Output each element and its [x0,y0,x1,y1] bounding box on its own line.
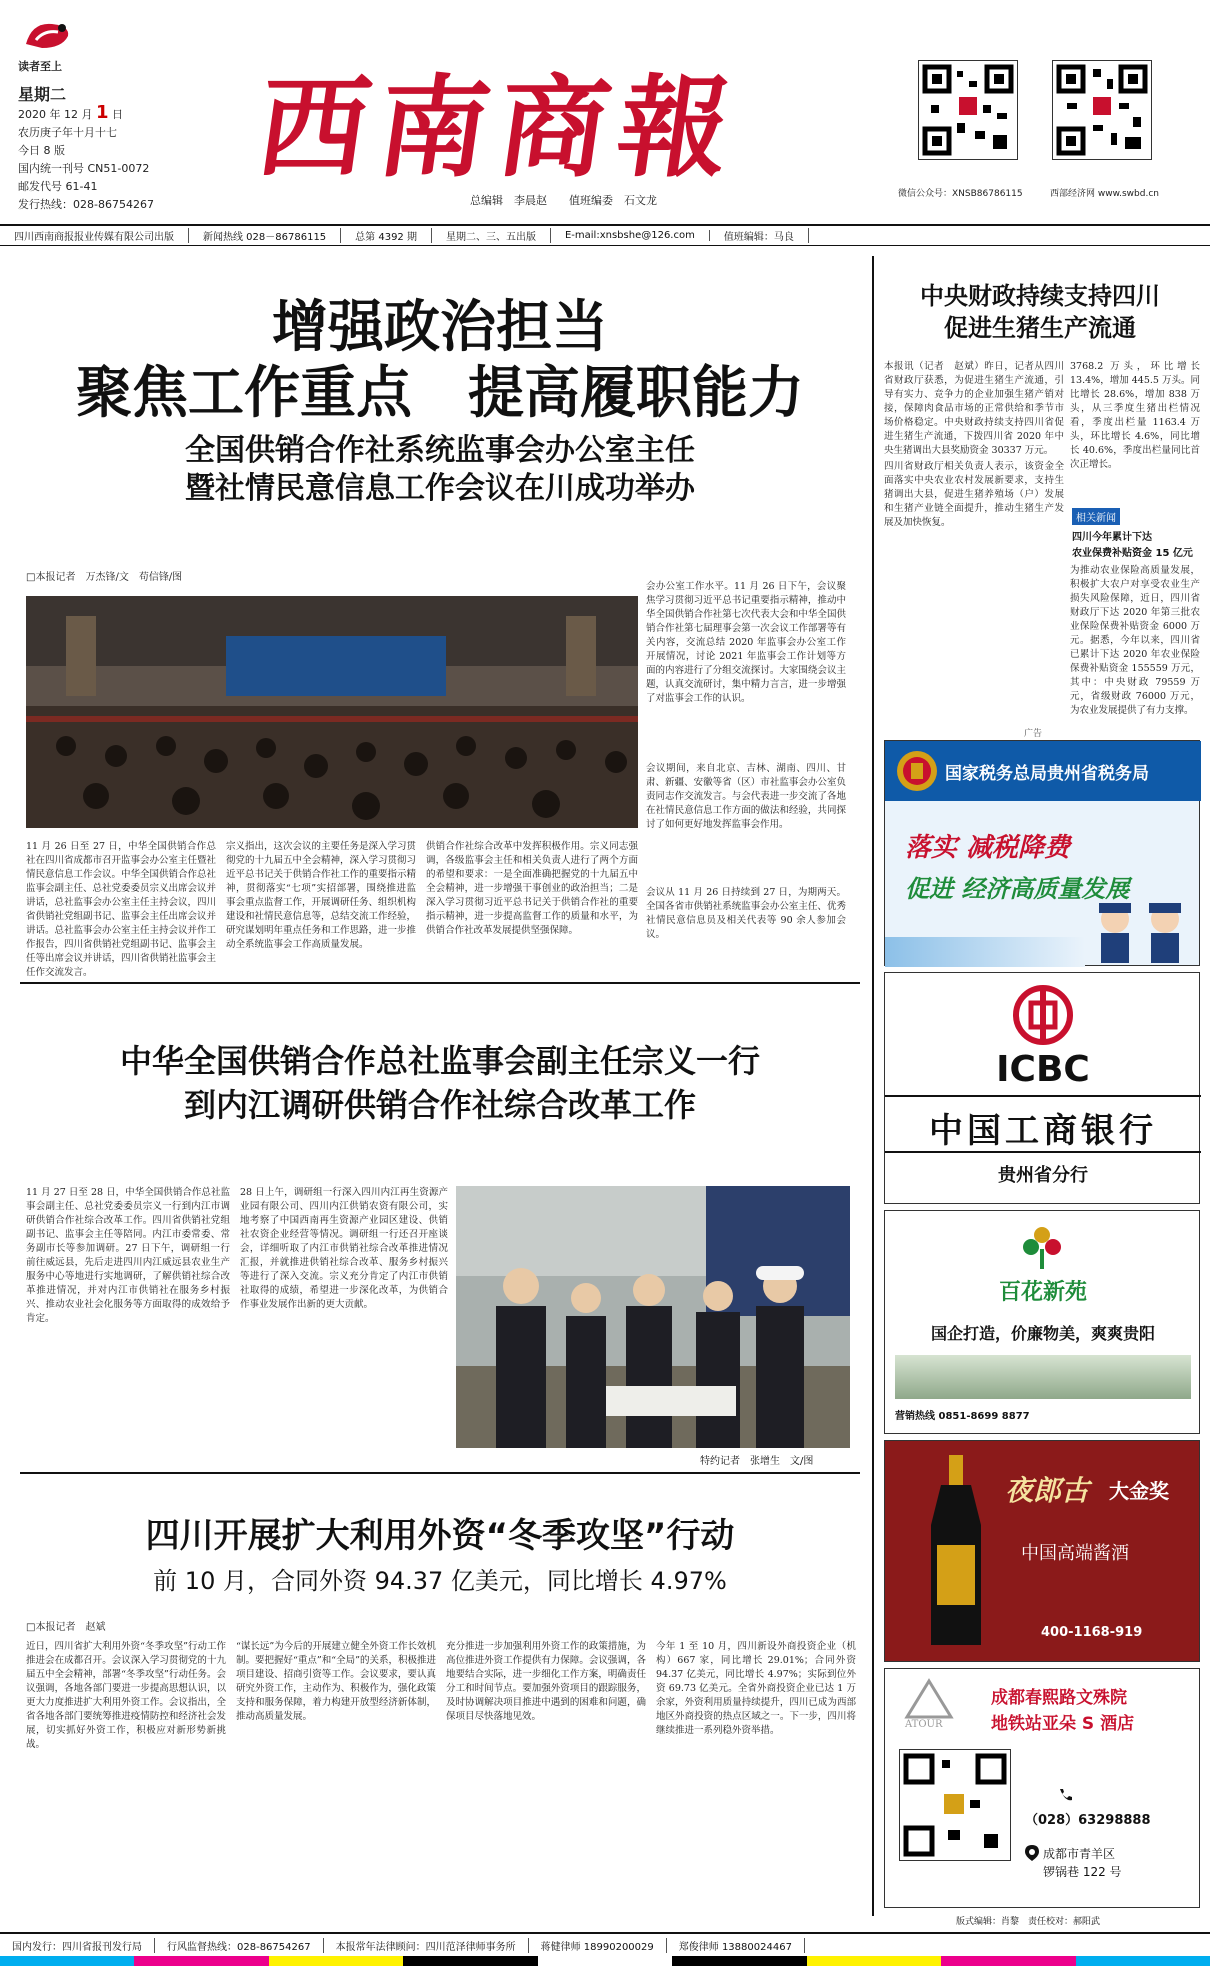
qr1-label: 微信公众号：XNSB86786115 [898,189,1023,199]
date-year: 2020 年 12 月 [18,108,93,121]
officials-inspecting-image [456,1186,850,1448]
third-subheadline: 前 10 月，合同外资 94.37 亿美元，同比增长 4.97% [153,1567,727,1595]
icbc-logo-icon [1013,985,1073,1045]
footer-supervision-hotline: 行风监督热线：028-86754267 [155,1938,324,1953]
icbc-ad[interactable] [884,972,1200,1204]
third-body-col1: 近日，四川省扩大利用外资“冬季攻坚”行动工作推进会在成都召开。会议深入学习贯彻党的十九届五中全会精神，部署“冬季攻坚”行动任务。会议强调，各地各部门要进一步提高思想认识，以更大力度推进扩大利用外资工作。会议指出，全省各地各部门要统筹推进疫情防控和经济社会发展，切实抓好外资工作，积极应对新形势新挑战。 [26,1641,226,1750]
related-news-tag: 相关新闻 [1072,508,1120,525]
side-body-2: 四川省财政厅相关负责人表示，该资金全面落实中央农业农村发展新要求，支持生猪调出大县，促进生猪养殖场（户）发展和生猪产业链全面提升，推动生猪生产发展及加快恢复。 [884,461,1064,528]
lead-body-col4b: 会议期间，来自北京、吉林、湖南、四川、甘肃、新疆、安徽等省（区）市社监事会办公室负责同志作交流发言。与会代表进一步交流了各地在社情民意信息工作方面的做法和经验，共同探讨了如何更好地发挥监事会作用。 [646,763,846,830]
side-body-1: 本报讯（记者 赵斌）昨日，记者从四川省财政厅获悉，为促进生猪生产流通，引导有实力、竞争力的企业加强生猪产销对接，保障肉食品市场的正常供给和季节市场价格稳定。中央财政持续支持四川省促进生猪生产流通，下拨四川省 2020 年中央生猪调出大县奖励资金 30337 万元。 [884,361,1064,456]
side-body-3: 3768.2 万头，环比增长 13.4%，增加 445.5 万头。同比增长 28.6%，增加 838 万头，从三季度生猪出栏情况看，季度出栏量 1163.4 万头，环比增长 4.6%，同比增长 40.6%，季度出栏量同比首次正增长。 [1070,361,1200,470]
conference-photo [26,596,638,828]
liquor-bottle-icon [921,1455,991,1651]
cartoon-tax-officers-icon [1085,901,1195,963]
third-body-col4: 今年 1 至 10 月，四川新设外商投资企业（机构）667 家，同比增长 29.01%；合同外资 94.37 亿美元，同比增长 4.97%；实际到位外资 69.73 亿美元。全省外商投资企业已达 1 万余家，外资利用质量持续提升，四川已成为西部地区外商投资的热点区域之一。下一步，四川将继续推进一系列稳外资举措。 [656,1641,856,1736]
motto: 读者至上 [18,60,62,73]
print-color-bar [0,1956,1210,1966]
atour-address-1: 成都市青羊区 [1043,1847,1116,1861]
lead-byline: □本报记者 万杰锋/文 苟信锋/图 [26,572,183,583]
related-title-2: 农业保费补贴资金 15 亿元 [1072,548,1193,559]
info-publisher: 四川西南商报报业传媒有限公司出版 [0,228,189,243]
lead-body-col3: 供销合作社综合改革中发挥积极作用。宗义同志强调，各级监事会主任和相关负责人进行了两个方面的希望和要求：一是全面准确把握党的十九届五中全会精神，进一步增强干事创业的政治担当；二是深入学习贯彻习近平总书记关于供销合作社的重要指示精神，进一步提高监督工作的质量和水平，为供销合作社改革发展提供坚强保障。 [426,841,638,936]
atour-logo-icon [899,1677,959,1730]
baihua-slogan: 国企打造，价廉物美，爽爽贵阳 [930,1324,1155,1343]
footer-lawyer-1: 蒋健律师 18990200029 [529,1938,667,1953]
qr-code-icon [1053,61,1151,159]
lead-body-col1: 11 月 26 日至 27 日，中华全国供销合作总社在四川省成都市召开监事会办公室主任暨社情民意信息工作会议。中华全国供销合作总社监事会副主任、总社党委委员宗义出席会议并讲话，总社监事会办公室主任主持会议，四川省供销社党组副书记、监事会主任出席会议并讲话。总社监事会办公室主任主持会议并作工作报告，四川省供销社党组副书记、监事会主任等出席会议并讲话，四川省供销社监事会主任作交流发言。 [26,841,217,978]
date-unit: 日 [112,108,124,121]
ad-label: 广告 [1024,729,1043,739]
date-day: 1 [95,102,109,123]
cn-number: 国内统一刊号 CN51-0072 [18,162,150,175]
tax-bureau-ad[interactable] [884,740,1200,966]
lead-body-col4c: 会议从 11 月 26 日持续到 27 日，为期两天。全国各省市供销社系统监事会办公室主任、优秀社情民意信息员及相关代表等 90 余人参加会议。 [646,887,846,940]
newspaper-logo-icon [18,14,78,56]
lead-body-col4a: 会办公室工作水平。11 月 26 日下午，会议聚焦学习贯彻习近平总书记重要指示精神，推动中华全国供销合作社第七次代表大会和中华全国供销合作社第七届理事会第一次会议工作部署等有关内容，交流总结 2020 年监事会办公室工作开展情况，讨论 2021 年监事会工作计划等方面的内容进行了分组交流探讨。大家围绕会议主题，认真交流研讨，集中精力言言，进一步增强了对监事会工作的认识。 [646,581,846,704]
wechat-qr-code[interactable] [918,60,1018,160]
weekday: 星期二 [18,85,67,104]
tax-slogan-2: 促进 经济高质量发展 [905,874,1130,903]
postal-code: 邮发代号 61-41 [18,180,98,193]
atour-phone: （028）63298888 [1025,1813,1151,1828]
location-pin-icon [1025,1845,1039,1861]
page-count: 今日 8 版 [18,144,65,157]
conference-hall-image [26,596,638,828]
second-headline-2: 到内江调研供销合作社综合改革工作 [183,1086,696,1124]
atour-title-1: 成都春熙路文殊院 [991,1688,1127,1708]
newspaper-title: 西南商報 [249,63,748,192]
third-headline: 四川开展扩大利用外资“冬季攻坚”行动 [145,1516,735,1556]
qr-code-icon [900,1750,1010,1860]
second-body-col2: 28 日上午，调研组一行深入四川内江再生资源产业园有限公司、四川内江供销农资有限公司，实地考察了中国西南再生资源产业园区建设、供销社农资企业经营等情况。调研组一行还召开座谈会，详细听取了内江市供销社综合改革推进情况汇报，并就推进供销社综合改革、服务乡村振兴等进行了深入交流。宗义充分肯定了内江市供销社取得的成绩，希望进一步深化改革，为供销合作事业发展作出新的更大贡献。 [240,1187,448,1310]
ylg-slogan: 中国高端酱酒 [1021,1543,1129,1564]
second-headline-1: 中华全国供销合作总社监事会副主任宗义一行 [119,1042,760,1080]
second-body-col1: 11 月 27 日至 28 日，中华全国供销合作总社监事会副主任、总社党委委员宗义一行到内江市调研供销合作社综合改革工作。四川省供销社党组副书记、监事会主任等陪同。内江市委常委、常务副市长等参加调研。27 日下午，调研组一行前往威远县，先后走进四川内江威远县农业生产服务中心等地进行实地调研，了解供销社综合改革推进情况，并对内江市供销社在服务乡村振兴、推动农业社会化服务等方面取得的成效给予肯定。 [26,1187,230,1324]
inspection-photo [456,1186,850,1448]
footer-bar [0,1932,1210,1956]
lead-subheadline-2: 暨社情民意信息工作会议在川成功举办 [185,471,695,506]
atour-address-2: 锣锅巷 122 号 [1043,1865,1122,1879]
layout-editor-credit: 版式编辑：肖黎 责任校对：郝阳武 [956,1917,1101,1927]
section-divider [20,982,860,984]
info-bar [0,224,1210,246]
icbc-branch: 贵州省分行 [998,1165,1088,1186]
qr2-label: 西部经济网 www.swbd.cn [1050,189,1159,199]
atour-hotel-ad[interactable] [884,1668,1200,1908]
qr-code-icon [919,61,1017,159]
tax-emblem-icon [895,749,939,793]
flower-logo-icon [1017,1221,1067,1271]
footer-distribution: 国内发行：四川省报刊发行局 [0,1938,155,1953]
atour-qr-code[interactable] [899,1749,1011,1861]
baihua-phone: 营销热线 0851-8699 8877 [895,1411,1030,1422]
side-headline-1: 中央财政持续支持四川 [920,281,1160,310]
svg-text:ATOUR: ATOUR [905,1719,943,1730]
lead-subheadline-1: 全国供销合作社系统监事会办公室主任 [185,433,695,468]
yelanggu-liquor-ad[interactable] [884,1440,1200,1662]
masthead [0,0,1210,230]
third-body-col2: “谋长远”为今后的开展建立健全外资工作长效机制。要把握好“重点”和“全局”的关系，积极推进项目建设、招商引资等工作。会议要求，要认真研究外资工作，主动作为、积极作为，强化政策支持和服务保障，着力构建开放型经济新体制，推动高质量发展。 [236,1641,436,1722]
info-news-hotline: 新闻热线 028－86786115 [189,228,341,243]
lead-headline-1: 增强政治担当 [272,295,608,360]
lead-body-col2: 宗义指出，这次会议的主要任务是深入学习贯彻党的十九届五中全会精神，深入学习贯彻习近平总书记关于供销合作社工作的重要指示精神，贯彻落实“七项”实招部署，围绕推进监事会重点监督工作，开展调研任务、组织机构建设和社情民意信息等，总结交流工作经验，研究谋划明年重点任务和工作思路，进一步推动全系统监事会工作高质量发展。 [226,841,417,950]
icbc-en: ICBC [996,1049,1090,1090]
icbc-cn: 中国工商银行 [929,1111,1157,1151]
column-divider [872,256,874,1916]
editors-line: 总编辑 李晨赵 值班编委 石文龙 [470,194,657,207]
info-schedule: 星期二、三、五出版 [432,228,551,243]
baihua-xinyuan-ad[interactable] [884,1210,1200,1434]
hotline: 发行热线：028-86754267 [18,198,154,211]
related-title-1: 四川今年累计下达 [1072,532,1152,543]
atour-title-2: 地铁站亚朵 S 酒店 [991,1714,1135,1734]
lunar-date: 农历庚子年十月十七 [18,126,117,139]
date-block [18,86,154,214]
info-issue-number: 总第 4392 期 [341,228,432,243]
footer-lawyer-2: 郑俊律师 13880024467 [667,1938,805,1953]
ylg-brand: 夜郎古 [1005,1474,1090,1507]
info-duty-editor: 值班编辑：马良 [710,228,809,243]
photo-caption: 特约记者 张增生 文/图 [700,1456,814,1467]
baihua-brand: 百花新苑 [998,1279,1087,1305]
side-body-4: 为推动农业保险高质量发展，积极扩大农户对享受农业生产损失风险保障，近日，四川省财政厅下达 2020 年第三批农业保险保费补贴资金 6000 万元。据悉，今年以来，四川省已累计下达 2020 年农业保险保费补贴资金 155559 万元，其中：中央财政 79559 万元，省级财政 76000 万元，为农业发展提供了有力支撑。 [1070,565,1200,716]
phone-icon [1057,1787,1073,1803]
lead-headline-2: 聚焦工作重点 提高履职能力 [76,361,804,426]
footer-legal-counsel: 本报常年法律顾问：四川范泽律师事务所 [324,1938,529,1953]
ylg-phone: 400-1168-919 [1041,1625,1143,1640]
third-body-col3: 充分推进一步加强利用外资工作的政策措施，为高位推进外资工作提供有力保障。会议强调，各地要结合实际，进一步细化工作方案，明确责任分工和时间节点。要加强外资项目的跟踪服务，及时协调解决项目推进中遇到的困难和问题，确保项目尽快落地见效。 [446,1641,646,1722]
website-qr-code[interactable] [1052,60,1152,160]
ylg-award: 大金奖 [1109,1479,1169,1503]
info-email: E-mail:xnsbshe@126.com [551,230,710,241]
side-headline-2: 促进生猪生产流通 [944,313,1136,342]
tax-slogan-1: 落实 减税降费 [905,833,1071,863]
third-byline: □本报记者 赵斌 [26,1622,106,1633]
tax-header: 国家税务总局贵州省税务局 [945,764,1149,784]
section-divider [20,1472,860,1474]
